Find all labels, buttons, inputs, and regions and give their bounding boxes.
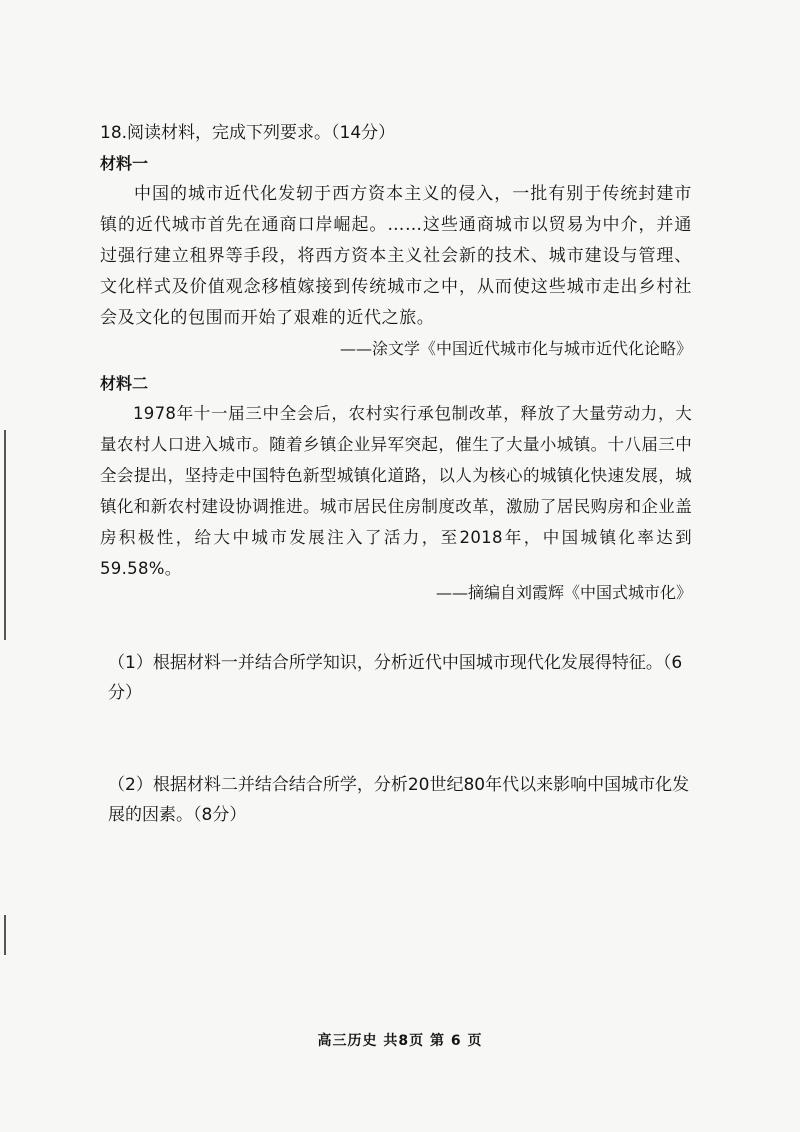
material-two-label: 材料二	[100, 374, 149, 393]
material-one-text: 中国的城市近代化发轫于西方资本主义的侵入，一批有别于传统封建市镇的近代城市首先在通商口岸崛起。……这些通商城市以贸易为中介，并通过强行建立租界等手段，将西方资本主义社会新的技术、城市建设与管理、文化样式及价值观念移植嫁接到传统城市之中，从而使这些城市走出乡村社会及文化的包围而开始了艰难的近代之旅。	[100, 184, 692, 328]
material-two-source: ——摘编自刘霞辉《中国式城市化》	[435, 583, 692, 602]
sub-question-2: （2）根据材料二并结合结合所学，分析20世纪80年代以来影响中国城市化发展的因素。（8分）	[108, 775, 690, 825]
material-one-label: 材料一	[100, 154, 149, 173]
sub-question-1: （1）根据材料一并结合所学知识，分析近代中国城市现代化发展得特征。（6分）	[108, 653, 683, 703]
page-footer: 高三历史 共8页 第 6 页	[317, 1033, 483, 1049]
question-title: 18.阅读材料，完成下列要求。（14分）	[100, 123, 396, 143]
material-one-source: ——涂文学《中国近代城市化与城市近代化论略》	[339, 339, 692, 358]
material-two-text: 1978年十一届三中全会后，农村实行承包制改革，释放了大量劳动力，大量农村人口进入城市。随着乡镇企业异军突起，催生了大量小城镇。十八届三中全会提出，坚持走中国特色新型城镇化道路，以人为核心的城镇化快速发展，城镇化和新农村建设协调推进。城市居民住房制度改革，激励了居民购房和企业盖房积极性，给大中城市发展注入了活力，至2018年，中国城镇化率达到59.58%。	[100, 404, 692, 578]
scan-edge-mark	[4, 430, 6, 640]
scan-edge-mark	[4, 915, 6, 955]
